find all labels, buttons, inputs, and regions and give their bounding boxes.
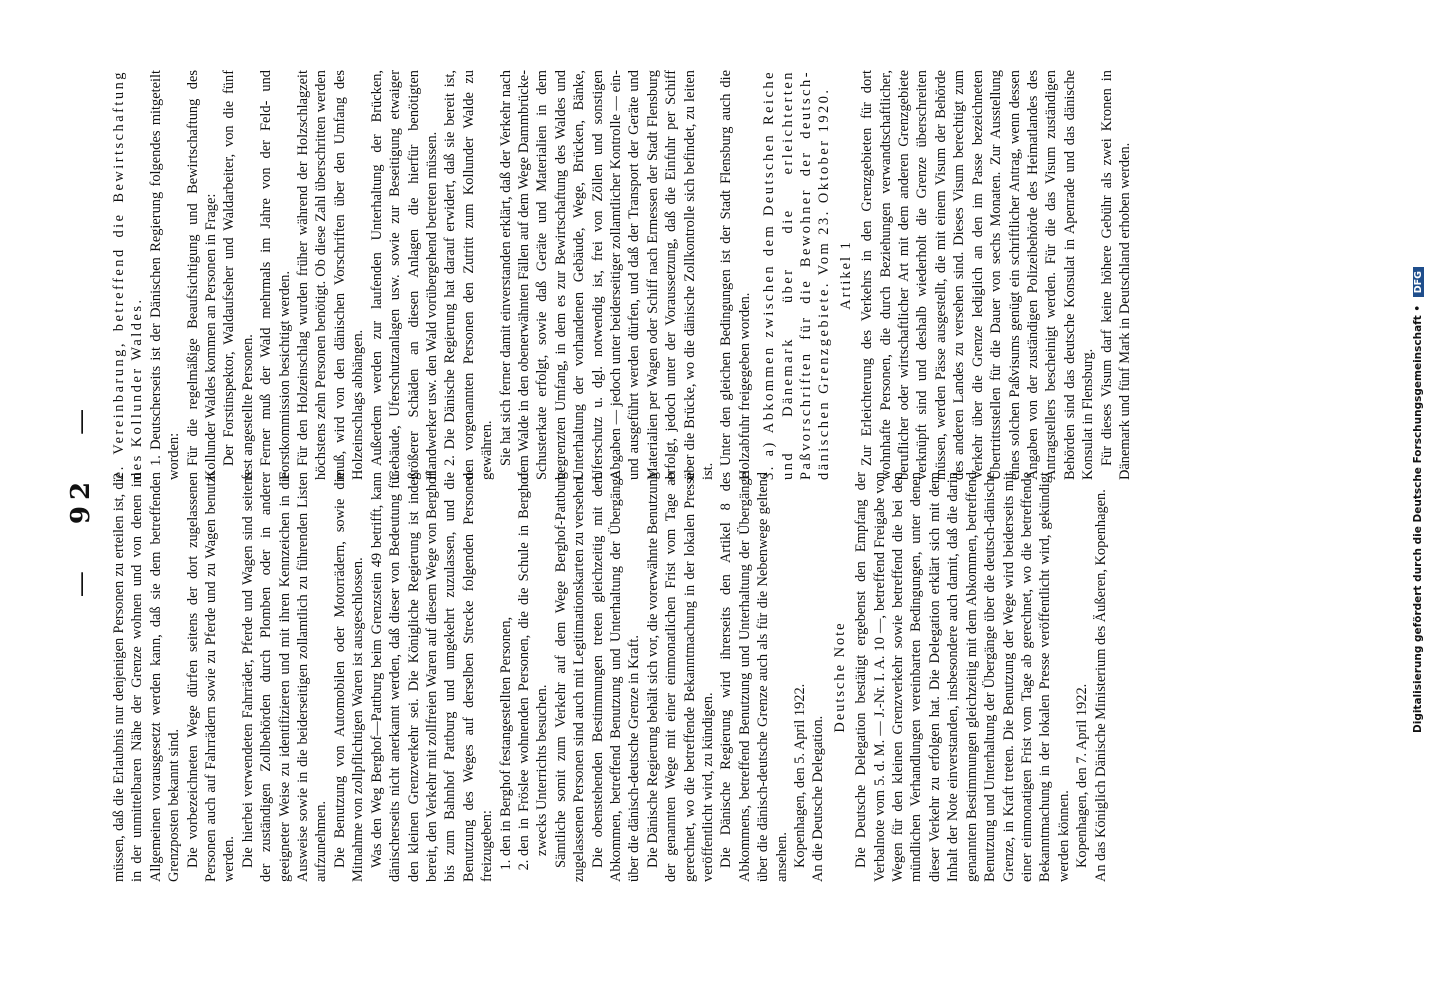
paragraph: Die obenstehenden Bestimmungen treten gleichzeitig mit dem Abkommen, betreffend Benutzung und Unterhaltung der Übergänge über die dänisch-deutsche Grenze in Kraft. [589,472,643,882]
paragraph: 1. Deutscherseits ist der Dänischen Regierung folgendes mitgeteilt worden: [147,70,183,480]
paragraph: Die Deutsche Delegation bestätigt ergebenst den Empfang der Verbalnote vom 5. d. M. — J.-Nr. I. A. 10 —, betreffend Freigabe von Wegen für den kleinen Grenzverkehr sowie betreffend die bei den mündlichen Verhandlungen vereinbarten Bedingungen, unter denen dieser Verkehr zu erfolgen hat. Die Delegation erklärt sich mit dem Inhalt der Note einverstanden, insbesondere auch damit, daß die darin genannten Bestimmungen gleichzeitig mit dem Abkommen, betreffend Benutzung und Unterhaltung der Übergänge über die deutsch-dänische Grenze, in Kraft treten. Die Benutzung der Wege wird beiderseits mit einer einmonatigen Frist vom Tage ab gerechnet, wo die betreffende Bekanntmachung in der lokalen Presse veröffentlicht wird, gekündigt werden können. [853,472,1072,882]
paragraph: Die Dänische Regierung behält sich vor, die vorerwähnte Benutzung der genannten Wege mit einer einmonatlichen Frist vom Tage ab gerechnet, wo die betreffende Bekanntmachung in der lokalen Presse veröffentlicht wird, zu kündigen. [644,472,716,882]
paragraph: Die vorbezeichneten Wege dürfen seitens der dort zugelassenen Personen auch auf Fahrrädern sowie zu Pferde und zu Wagen benutzt werden. [184,472,238,882]
article-heading: Artikel 1 [837,240,854,310]
digitization-credit [1412,0,1424,1000]
paragraph: Für dieses Visum darf keine höhere Gebühr als zwei Kronen in Dänemark und fünf Mark in Deutschland erhoben werden. [1098,70,1133,480]
paragraph: Die Benutzung von Automobilen oder Motorrädern, sowie die Mitnahme von zollpflichtigen Waren ist ausgeschlossen. [331,472,367,882]
addressee: An das Königlich Dänische Ministerium des Äußeren, Kopenhagen. [1092,489,1109,882]
note-heading: Deutsche Note [831,621,848,733]
paragraph: Die Dänische Regierung wird ihrerseits den Artikel 8 des Abkommens, betreffend Benutzung und Unterhaltung der Übergänge über die dänisch-deutsche Grenze auch als für die Nebenwege geltend ansehen. [718,472,790,882]
header-dash-right: — [66,402,96,435]
person-list [497,472,552,882]
paragraph: Für die regelmäßige Beaufsichtigung und Bewirtschaftung des Kollunder Waldes kommen an Personen in Frage: [184,70,220,480]
right-column [110,70,1134,480]
paragraph: Was den Weg Berghof—Pattburg beim Grenzstein 49 betrifft, kann dänischerseits nicht anerkannt werden, daß dieser von Bedeutung für den kleinen Grenzverkehr sei. Die Königliche Regierung ist indeß bereit, den Verkehr mit zollfreien Waren auf diesem Wege von Berghof bis zum Bahnhof Pattburg und umgekehrt zuzulassen, und die Benutzung des Weges auf derselben Strecke folgenden Personen freizugeben: [368,472,496,882]
page-number: 92 [66,475,96,525]
addressee: An die Deutsche Delegation. [810,715,827,882]
section-title: 2. Vereinbarung, betreffend die Bewirtschaftung des Kollunder Waldes. [111,70,146,480]
list-item: 2. den in Frösleе wohnenden Personen, die die Schule in Berghof zwecks Unterrichts besuchen. [515,472,552,856]
paragraph: Die hierbei verwendeten Fahrräder, Pferde und Wagen sind seitens der zuständigen Zollbehörden durch Plomben oder in anderer geeigneter Weise zu identifizieren und mit ihren Kennzeichen in die Ausweise sowie in die beiderseitigen zollamtlich zu führenden Listen aufzunehmen. [239,472,330,882]
date-line: Kopenhagen, den 7. April 1922. [1074,683,1091,868]
dfg-logo: DFG [1413,267,1424,297]
left-column [110,472,1110,882]
paragraph: Sämtliche somit zum Verkehr auf dem Wege Berghof-Pattburg zugelassenen Personen sind auch mit Legitimationskarten zu versehen. [552,472,588,882]
paragraph: Zur Erleichterung des Verkehrs in den Grenzgebieten für dort wohnhafte Personen, die durch Beziehungen verwandtschaftlicher, beruflicher oder wirtschaftlicher Art mit dem anderen Grenzgebiete verknüpft sind und deshalb wiederholt die Grenze überschreiten müssen, werden Pässe ausgestellt, die mit einem Visum der Behörde des anderen Landes zu versehen sind. Dieses Visum berechtigt zum Verkehr über die Grenze lediglich an den im Passe bezeichneten Übertrittsstellen für die Dauer von sechs Monaten. Zur Ausstellung eines solchen Paßvisums genügt ein schriftlicher Antrag, wenn dessen Angaben von der zuständigen Polizeibehörde des Heimatlandes des Antragstellers bescheinigt werden. Für die das Visum zuständigen Behörden sind das deutsche Konsulat in Apenrade und das dänische Konsulat in Flensburg. [859,70,1097,480]
paragraph: Sie hat sich ferner damit einverstanden erklärt, daß der Verkehr nach dem Walde in den obenerwähnten Fällen auf dem Wege Dammbrücke-Schusterkate erfolgt, sowie daß Geräte und Materialien in dem begrenzten Umfang, in dem es zur Bewirtschaftung des Waldes und Unterhaltung der vorhandenen Gebäude, Wege, Brücken, Bänke, Uferschutz u. dgl. notwendig ist, frei von Zöllen und sonstigen Abgaben — jedoch unter beiderseitiger zollamtlicher Kontrolle — ein- und ausgeführt werden dürfen, und daß der Transport der Geräte und Materialien per Wagen oder Schiff nach Ermessen der Stadt Flensburg erfolgt, jedoch unter der Voraussetzung, daß die Einfuhr per Schiff über die Brücke, wo die dänische Zollkontrolle sich befindet, zu leiten ist. [497,70,716,480]
paragraph: Der Forstinspektor, Waldaufseher und Waldarbeiter, von die fünf fest angestellte Personen. [221,70,256,480]
paragraph: Unter den gleichen Bedingungen ist der Stadt Flensburg auch die Holzabfuhr freigegeben worden. [718,70,753,480]
header-dash-left: — [66,565,96,598]
section-title: 3. a) Abkommen zwischen dem Deutschen Reiche und Dänemark über die erleichterten Paßvorschriften für die Bewohner der deutsch-dänischen Grenzgebiete. Vom 23. Oktober 1920. [761,70,833,480]
paragraph: Außerdem werden zur laufenden Unterhaltung der Brücken, Gebäude, Uferschutzanlagen usw. sowie zur Beseitigung etwaiger größerer Schäden an diesen Anlagen die hierfür benötigten Handwerker usw. den Wald vorübergehend betreten müssen. [368,70,440,480]
credit-text: Digitalisierung gefördert durch die Deutsche Forschungsgemeinschaft • [1412,304,1424,733]
paragraph: müssen, daß die Erlaubnis nur denjenigen Personen zu erteilen ist, die in der unmittelbaren Nähe der Grenze wohnen und von denen im Allgemeinen vorausgesetzt werden kann, daß sie dem betreffenden Grenzposten bekannt sind. [111,472,183,882]
page-header [66,0,96,1000]
paragraph: 2. Die Dänische Regierung hat darauf erwidert, daß sie bereit ist, den vorgenannten Personen den Zutritt zum Kollunder Walde zu gewähren. [442,70,496,480]
date-line: Kopenhagen, den 5. April 1922. [792,683,809,868]
paragraph: Für den Holzeinschlag wurden früher während der Holzschlagzeit höchstens zehn Personen benötigt. Ob diese Zahl überschritten werden muß, wird von den dänischen Vorschriften über den Umfang des Holzeinschlags abhängen. [295,70,367,480]
paragraph: Ferner muß der Wald mehrmals im Jahre von der Feld- und Forstkommission besichtigt werden. [258,70,293,480]
list-item: 1. den in Berghof festangestellten Personen, [497,472,515,856]
